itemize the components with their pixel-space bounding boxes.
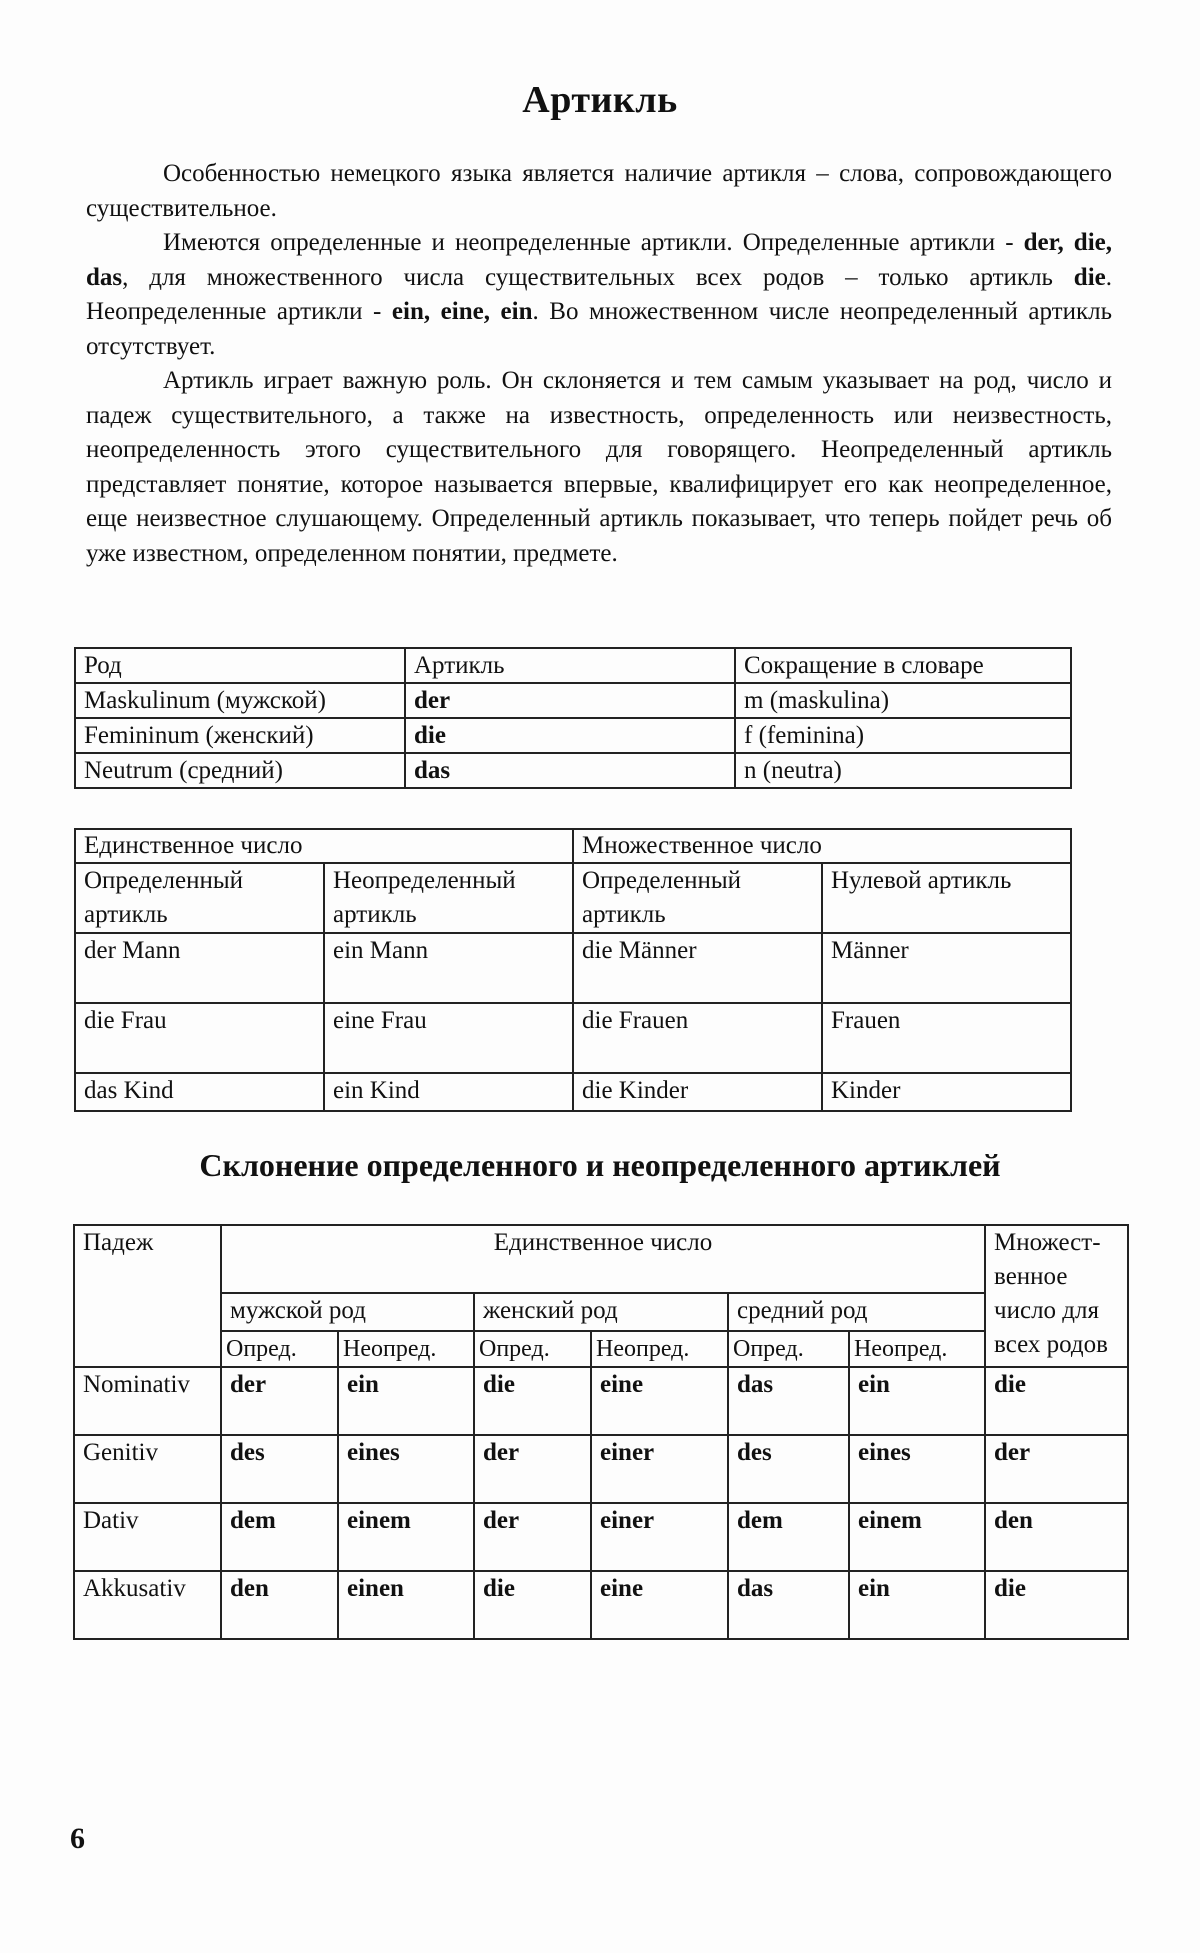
case-header: Падеж xyxy=(74,1225,221,1367)
table-cell: das xyxy=(405,753,735,788)
table-row xyxy=(75,933,1071,1003)
table-cell: des xyxy=(728,1435,849,1503)
table-cell: m (maskulina) xyxy=(735,683,1071,718)
section-title: Склонение определенного и неопределенного артиклей xyxy=(199,1147,1001,1183)
intro-text xyxy=(86,157,1112,571)
table-cell: die xyxy=(985,1367,1128,1435)
header-cell: Неопределенный артикль xyxy=(324,863,573,933)
table-cell: f (feminina) xyxy=(735,718,1071,753)
table-cell: eine xyxy=(591,1571,728,1639)
def-label: Опред. xyxy=(728,1331,849,1367)
header-cell: Нулевой артикль xyxy=(822,863,1071,933)
table-row xyxy=(75,1073,1071,1111)
table-cell: der xyxy=(474,1435,591,1503)
table-cell: das Kind xyxy=(75,1073,324,1111)
table-row xyxy=(75,718,1071,753)
table-cell: dem xyxy=(728,1503,849,1571)
paragraph-2-part: . Во множественном числе неопределенный артикль отсутствует. xyxy=(86,298,1112,360)
table-cell: das xyxy=(728,1367,849,1435)
gender-header-neuter: средний род xyxy=(728,1293,985,1331)
table-cell: einem xyxy=(338,1503,474,1571)
table-cell: des xyxy=(221,1435,338,1503)
table-cell: Frauen xyxy=(822,1003,1071,1073)
definite-articles: der, die, das xyxy=(86,229,1113,291)
paragraph-3: Артикль играет важную роль. Он склоняется и тем самым указывает на род, число и падеж существительного, а также на известность, определенность или неизвестность, неопределенность этого существительного для говорящего. Неопределенный артикль представляет понятие, которое называется впервые, квалифицирует его как неопределенное, еще неизвестное слушающему. Определенный артикль показывает, что теперь пойдет речь об уже известном, определенном понятии, предмете. xyxy=(86,367,1112,567)
table-row xyxy=(75,863,1071,933)
table-cell: ein xyxy=(849,1367,985,1435)
table-cell: eine Frau xyxy=(324,1003,573,1073)
table-cell: ein xyxy=(849,1571,985,1639)
header-cell: Род xyxy=(75,648,405,683)
table-cell: eine xyxy=(591,1367,728,1435)
table-row xyxy=(74,1293,1128,1331)
table-row xyxy=(75,829,1071,863)
table-row xyxy=(74,1503,1128,1571)
table-row xyxy=(74,1331,1128,1367)
header-cell: Определенный артикль xyxy=(573,863,822,933)
case-cell: Nominativ xyxy=(74,1367,221,1435)
plural-article: die xyxy=(1073,263,1106,291)
table-row xyxy=(74,1367,1128,1435)
paragraph-2-part: Имеются определенные и неопределенные артикли. Определенные артикли - xyxy=(163,229,1024,256)
table-cell: der Mann xyxy=(75,933,324,1003)
table-cell: der xyxy=(985,1435,1128,1503)
header-cell: Артикль xyxy=(405,648,735,683)
table-cell: die Frauen xyxy=(573,1003,822,1073)
gender-header-masculine: мужской род xyxy=(221,1293,474,1331)
table-cell: eines xyxy=(849,1435,985,1503)
table-cell: Kinder xyxy=(822,1073,1071,1111)
table-cell: das xyxy=(728,1571,849,1639)
paragraph-2-part: , для множественного числа существительных всех родов – только артикль xyxy=(122,263,1074,291)
plural-header: Множест-венное число для всех родов xyxy=(985,1225,1128,1367)
def-label: Опред. xyxy=(474,1331,591,1367)
table-cell: die xyxy=(405,718,735,753)
table-cell: den xyxy=(985,1503,1128,1571)
table-cell: ein Mann xyxy=(324,933,573,1003)
table-row xyxy=(75,648,1071,683)
table-row xyxy=(75,1003,1071,1073)
table-cell: die xyxy=(474,1571,591,1639)
table-cell: der xyxy=(405,683,735,718)
table-cell: der xyxy=(221,1367,338,1435)
table-cell: ein Kind xyxy=(324,1073,573,1111)
case-cell: Akkusativ xyxy=(74,1571,221,1639)
gender-header-feminine: женский род xyxy=(474,1293,728,1331)
table-cell: einem xyxy=(849,1503,985,1571)
table-cell: einer xyxy=(591,1435,728,1503)
table-cell: die xyxy=(474,1367,591,1435)
table-row xyxy=(75,683,1071,718)
table-cell: ein xyxy=(338,1367,474,1435)
header-cell: Сокращение в словаре xyxy=(735,648,1071,683)
paragraph-2 xyxy=(86,226,1112,364)
table-cell: der xyxy=(474,1503,591,1571)
indef-label: Неопред. xyxy=(591,1331,728,1367)
table-row xyxy=(74,1435,1128,1503)
table-cell: dem xyxy=(221,1503,338,1571)
table-row xyxy=(74,1225,1128,1293)
table-row xyxy=(75,753,1071,788)
table-cell: die Frau xyxy=(75,1003,324,1073)
indefinite-articles: ein, eine, ein xyxy=(391,298,533,325)
table-cell: eines xyxy=(338,1435,474,1503)
table-row xyxy=(74,1571,1128,1639)
table-cell: die Männer xyxy=(573,933,822,1003)
paragraph-2-part: . Неопределенные артикли - xyxy=(86,263,1112,325)
header-cell: Единственное число xyxy=(75,829,573,863)
header-cell: Множественное число xyxy=(573,829,1071,863)
singular-header: Единственное число xyxy=(221,1225,985,1293)
table-cell: Maskulinum (мужской) xyxy=(75,683,405,718)
table-cell: Männer xyxy=(822,933,1071,1003)
def-label: Опред. xyxy=(221,1331,338,1367)
table-cell: einer xyxy=(591,1503,728,1571)
gender-table xyxy=(74,647,1072,789)
table-cell: Neutrum (средний) xyxy=(75,753,405,788)
case-cell: Genitiv xyxy=(74,1435,221,1503)
table-cell: den xyxy=(221,1571,338,1639)
table-cell: n (neutra) xyxy=(735,753,1071,788)
page-title: Артикль xyxy=(522,79,678,121)
table-cell: die xyxy=(985,1571,1128,1639)
table-cell: die Kinder xyxy=(573,1073,822,1111)
number-table xyxy=(74,828,1072,1112)
indef-label: Неопред. xyxy=(338,1331,474,1367)
paragraph-1: Особенностью немецкого языка является наличие артикля – слова, сопровождающего существительное. xyxy=(86,160,1112,222)
table-cell: Femininum (женский) xyxy=(75,718,405,753)
case-cell: Dativ xyxy=(74,1503,221,1571)
header-cell: Определенный артикль xyxy=(75,863,324,933)
page-number: 6 xyxy=(70,1822,85,1855)
table-cell: einen xyxy=(338,1571,474,1639)
declension-table xyxy=(73,1224,1129,1640)
indef-label: Неопред. xyxy=(849,1331,985,1367)
